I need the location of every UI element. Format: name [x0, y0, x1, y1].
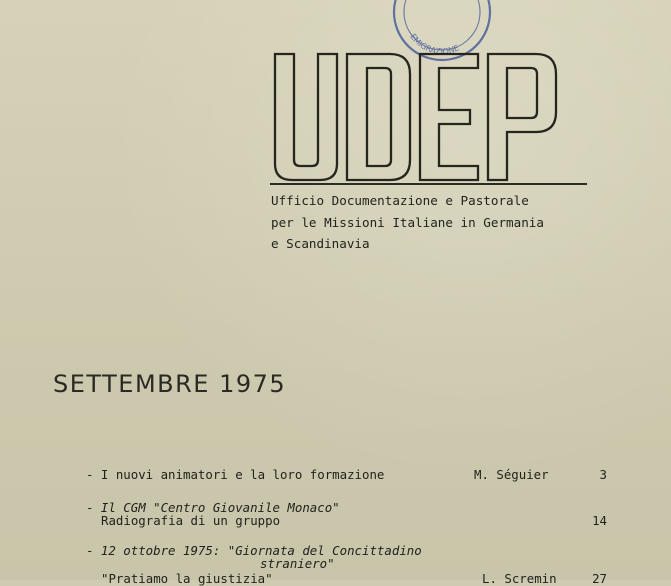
- toc-entry-3-author: L. Scremin: [482, 571, 557, 586]
- toc-entry-3-title: [86, 543, 422, 558]
- toc-entry-2-page: 14: [592, 513, 607, 528]
- logo-letter-p: [488, 54, 556, 180]
- toc-entry-2-title-italic: Il CGM "Centro Giovanile Monaco": [100, 500, 340, 515]
- toc-entry-2-dash: -: [86, 500, 101, 515]
- toc-entry-3-page: 27: [592, 571, 607, 586]
- logo-letter-u: [275, 54, 337, 180]
- toc-entry-3-dash: -: [86, 543, 101, 558]
- toc-entry-1-title: [86, 467, 384, 482]
- udep-logo: [272, 52, 562, 184]
- toc-entry-1-dash: -: [86, 467, 101, 482]
- issue-title: SETTEMBRE 1975: [53, 370, 287, 398]
- organization-subtitle: [271, 190, 544, 255]
- toc-entry-1-author: M. Séguier: [474, 467, 549, 482]
- toc-entry-3-title-cont: straniero": [260, 556, 335, 571]
- toc-entry-2-subtitle: Radiografia di un gruppo: [101, 513, 281, 528]
- subtitle-line-1: Ufficio Documentazione e Pastorale: [271, 193, 529, 208]
- toc-entry-1-page: 3: [599, 467, 607, 482]
- logo-letter-d: [347, 54, 410, 180]
- subtitle-line-2: per le Missioni Italiane in Germania: [271, 214, 544, 230]
- stamp-text-bottom: EMIGRAZIONE: [408, 32, 461, 57]
- logo-underline: [270, 183, 587, 185]
- logo-letter-e: [420, 54, 478, 180]
- toc-entry-1-title-text: I nuovi animatori e la loro formazione: [100, 467, 385, 482]
- toc-entry-3-subtitle: "Pratiamo la giustizia": [101, 571, 273, 586]
- subtitle-line-3: e Scandinavia: [271, 236, 370, 251]
- toc-entry-3-title-italic: 12 ottobre 1975: "Giornata del Concittadino: [100, 543, 422, 558]
